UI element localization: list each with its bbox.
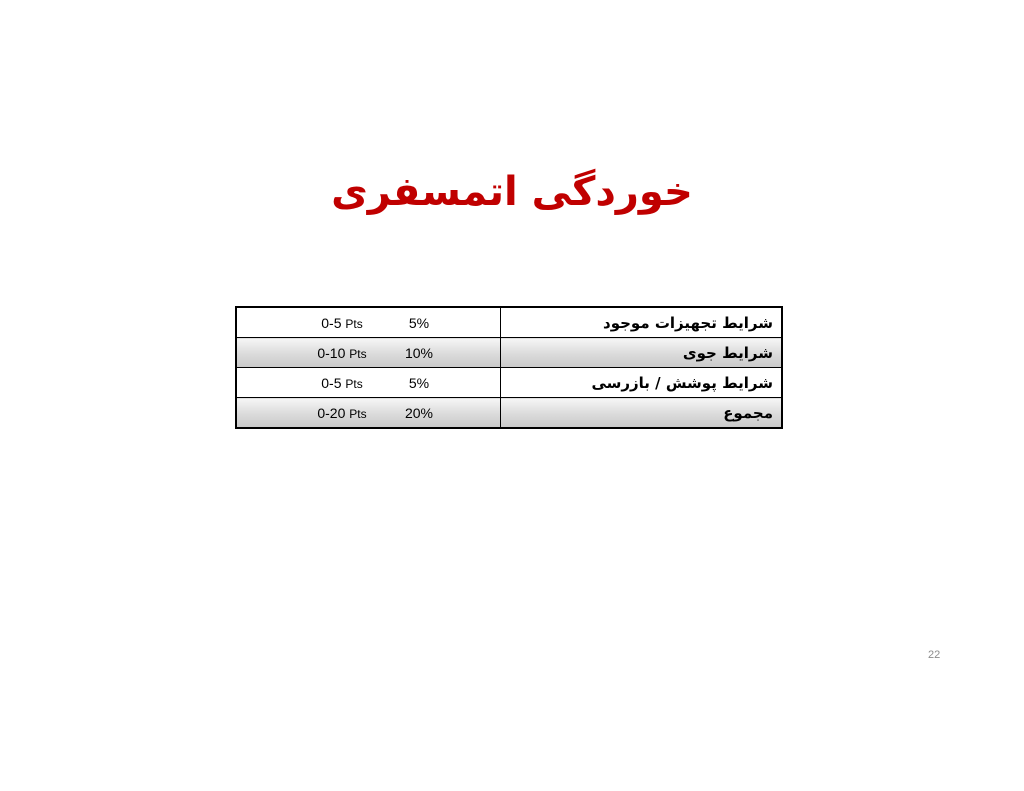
row-values [236, 338, 501, 368]
row-points [307, 405, 377, 421]
row-points [307, 375, 377, 391]
row-label: مجموع [501, 398, 783, 429]
row-label: شرایط جوی [501, 338, 783, 368]
table-row [236, 338, 782, 368]
page-number: 22 [928, 649, 941, 661]
points-range: 0-10 [317, 344, 346, 361]
points-unit: Pts [345, 376, 363, 391]
row-values [236, 368, 501, 398]
points-range: 0-5 [321, 374, 342, 391]
row-label: شرایط تجهیزات موجود [501, 307, 783, 338]
points-unit: Pts [349, 406, 367, 421]
row-percent: 20% [404, 404, 434, 421]
points-range: 0-20 [317, 404, 346, 421]
points-range: 0-5 [321, 314, 342, 331]
scoring-table [235, 306, 783, 429]
row-points [307, 315, 377, 331]
row-points [307, 345, 377, 361]
row-values [236, 398, 501, 429]
points-unit: Pts [345, 316, 363, 331]
row-percent: 5% [408, 314, 430, 331]
table-row [236, 307, 782, 338]
row-percent: 5% [408, 374, 430, 391]
row-values [236, 307, 501, 338]
table-row [236, 368, 782, 398]
points-unit: Pts [349, 346, 367, 361]
slide-title: خوردگی اتمسفری [331, 169, 693, 215]
row-label: شرایط پوشش / بازرسی [501, 368, 783, 398]
table-row-total [236, 398, 782, 429]
row-percent: 10% [404, 344, 434, 361]
